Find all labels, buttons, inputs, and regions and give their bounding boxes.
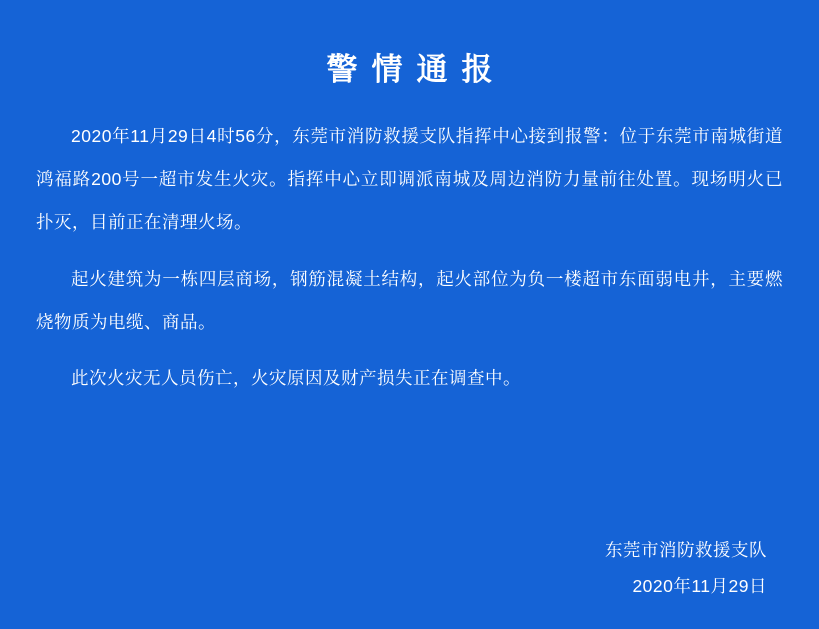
page-title: 警情通报 bbox=[326, 52, 507, 87]
layout-spacer bbox=[34, 400, 785, 531]
signature-date: 2020年11月29日 bbox=[632, 576, 767, 597]
notice-body bbox=[36, 115, 783, 400]
paragraph: 2020年11月29日4时56分，东莞市消防救援支队指挥中心接到报警：位于东莞市南城街道鸿福路200号一超市发生火灾。指挥中心立即调派南城及周边消防力量前往处置。现场明火已扑灭，目前正在清理火场。 bbox=[36, 126, 783, 232]
signature-block bbox=[34, 532, 785, 606]
paragraph: 起火建筑为一栋四层商场，钢筋混凝土结构，起火部位为负一楼超市东面弱电井，主要燃烧物质为电缆、商品。 bbox=[36, 268, 783, 332]
paragraph: 此次火灾无人员伤亡，火灾原因及财产损失正在调查中。 bbox=[71, 368, 521, 389]
signature-organization: 东莞市消防救援支队 bbox=[605, 539, 767, 560]
